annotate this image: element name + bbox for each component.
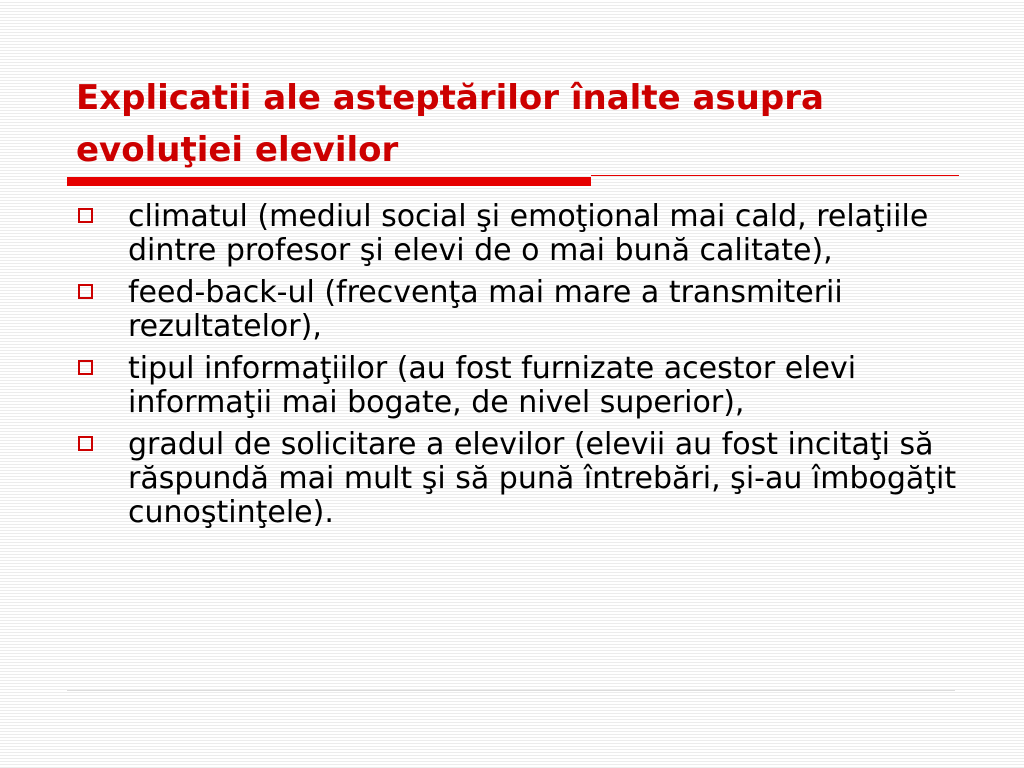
- bullet-item-information-type: [78, 352, 958, 420]
- bullet-item-feedback: [78, 276, 958, 344]
- title-underline-thick: [67, 177, 591, 186]
- title-underline-thin: [591, 175, 959, 176]
- bullet-list: [78, 200, 958, 538]
- bullet-text: climatul (mediul social şi emoţional mai cald, relaţiile dintre profesor şi elevi de o mai bună calitate),: [128, 199, 929, 268]
- hollow-square-icon: [78, 284, 93, 299]
- footer-divider: [67, 690, 955, 691]
- hollow-square-icon: [78, 208, 93, 223]
- bullet-text: tipul informaţiilor (au fost furnizate acestor elevi informaţii mai bogate, de nivel superior),: [128, 351, 857, 420]
- slide-title: Explicatii ale asteptărilor înalte asupra evoluţiei elevilor: [76, 78, 824, 170]
- hollow-square-icon: [78, 436, 93, 451]
- bullet-item-solicitation: [78, 428, 958, 530]
- bullet-text: feed-back-ul (frecvenţa mai mare a transmiterii rezultatelor),: [128, 275, 843, 344]
- bullet-item-climate: [78, 200, 958, 268]
- bullet-text: gradul de solicitare a elevilor (elevii au fost incitaţi să răspundă mai mult şi să pună întrebări, şi-au îmbogăţit cunoştinţele).: [128, 427, 957, 530]
- hollow-square-icon: [78, 360, 93, 375]
